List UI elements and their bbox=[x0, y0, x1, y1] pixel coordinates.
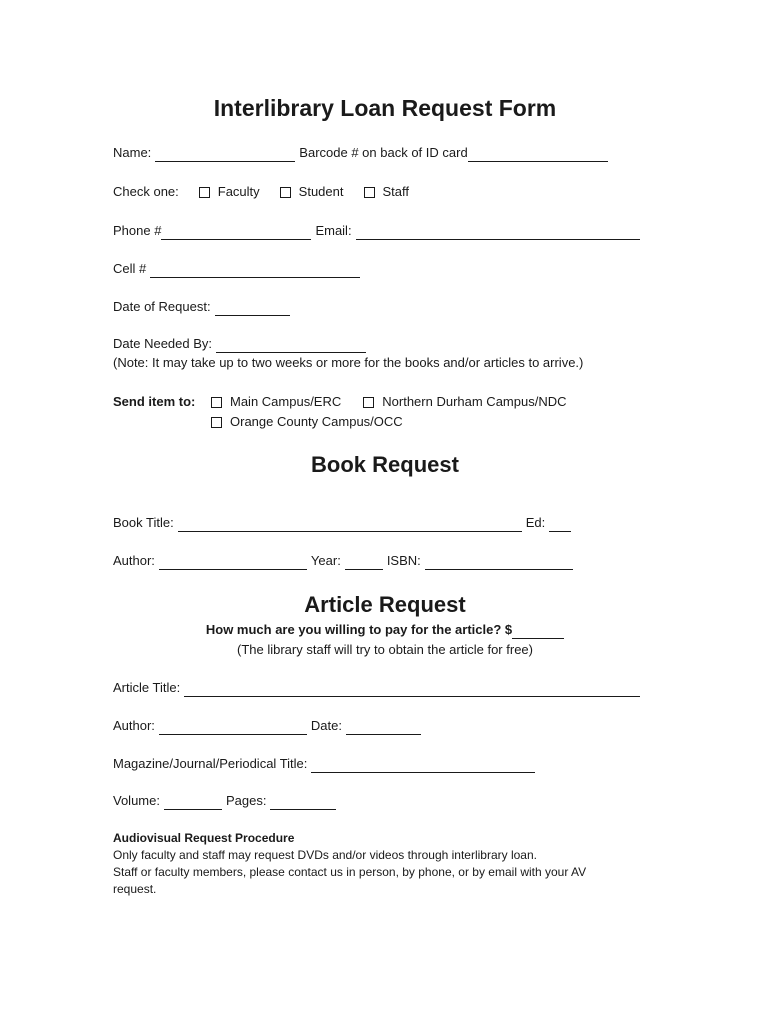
ed-label: Ed: bbox=[525, 515, 546, 530]
article-author-field[interactable] bbox=[159, 720, 307, 735]
cell-label: Cell # bbox=[113, 261, 147, 276]
date-needed-row bbox=[113, 335, 370, 353]
faculty-checkbox[interactable] bbox=[199, 187, 210, 198]
email-field[interactable] bbox=[356, 225, 640, 240]
volume-field[interactable] bbox=[164, 795, 222, 810]
article-title-row bbox=[113, 679, 644, 697]
note-row bbox=[113, 354, 583, 372]
book-title-label: Book Title: bbox=[113, 515, 174, 530]
cell-row bbox=[113, 260, 364, 278]
orange-county-checkbox[interactable] bbox=[211, 417, 222, 428]
pay-question: How much are you willing to pay for the article? $ bbox=[205, 622, 513, 637]
av-line-2: Staff or faculty members, please contact us in person, by phone, or by email with your AV bbox=[113, 865, 587, 879]
free-note-row bbox=[0, 641, 770, 659]
send-item-row-2 bbox=[211, 413, 423, 431]
name-row bbox=[113, 144, 612, 162]
periodical-label: Magazine/Journal/Periodical Title: bbox=[113, 756, 308, 771]
book-title-field[interactable] bbox=[178, 517, 522, 532]
article-author-label: Author: bbox=[113, 718, 155, 733]
year-field[interactable] bbox=[345, 555, 383, 570]
main-campus-label: Main Campus/ERC bbox=[230, 394, 342, 409]
year-label: Year: bbox=[310, 553, 341, 568]
name-label: Name: bbox=[113, 145, 152, 160]
book-request-heading: Book Request bbox=[311, 452, 459, 477]
av-line-3: request. bbox=[113, 882, 157, 896]
send-item-row bbox=[113, 393, 587, 411]
free-note: (The library staff will try to obtain the article for free) bbox=[237, 642, 533, 657]
northern-durham-option[interactable] bbox=[363, 393, 566, 411]
article-title-field[interactable] bbox=[184, 682, 640, 697]
book-author-label: Author: bbox=[113, 553, 155, 568]
phone-field[interactable] bbox=[161, 225, 311, 240]
article-date-label: Date: bbox=[310, 718, 342, 733]
phone-label: Phone # bbox=[113, 223, 162, 238]
book-title-row bbox=[113, 514, 575, 532]
name-field[interactable] bbox=[155, 147, 295, 162]
orange-county-label: Orange County Campus/OCC bbox=[230, 414, 403, 429]
date-needed-label: Date Needed By: bbox=[113, 336, 213, 351]
article-request-heading: Article Request bbox=[304, 592, 466, 617]
faculty-option[interactable] bbox=[199, 183, 260, 201]
arrival-note: (Note: It may take up to two weeks or more for the books and/or articles to arrive.) bbox=[113, 355, 584, 370]
av-procedure bbox=[113, 830, 673, 898]
orange-county-option[interactable] bbox=[211, 413, 403, 431]
northern-durham-checkbox[interactable] bbox=[363, 397, 374, 408]
student-checkbox[interactable] bbox=[280, 187, 291, 198]
phone-row bbox=[113, 222, 644, 240]
volume-row bbox=[113, 792, 340, 810]
pages-field[interactable] bbox=[270, 795, 336, 810]
pay-amount-field[interactable] bbox=[512, 624, 564, 639]
barcode-label: Barcode # on back of ID card bbox=[299, 145, 468, 160]
date-request-row bbox=[113, 298, 294, 316]
pay-question-row bbox=[0, 621, 770, 639]
faculty-label: Faculty bbox=[217, 184, 260, 199]
staff-checkbox[interactable] bbox=[364, 187, 375, 198]
article-author-row bbox=[113, 717, 425, 735]
book-author-field[interactable] bbox=[159, 555, 307, 570]
northern-durham-label: Northern Durham Campus/NDC bbox=[382, 394, 567, 409]
periodical-field[interactable] bbox=[311, 758, 535, 773]
av-line-1: Only faculty and staff may request DVDs and/or videos through interlibrary loan. bbox=[113, 848, 537, 862]
volume-label: Volume: bbox=[113, 793, 160, 808]
periodical-row bbox=[113, 755, 539, 773]
student-label: Student bbox=[298, 184, 344, 199]
article-date-field[interactable] bbox=[346, 720, 421, 735]
article-title-label: Article Title: bbox=[113, 680, 181, 695]
av-heading: Audiovisual Request Procedure bbox=[113, 831, 295, 845]
check-one-row bbox=[113, 183, 429, 201]
student-option[interactable] bbox=[280, 183, 344, 201]
form-title: Interlibrary Loan Request Form bbox=[213, 95, 557, 121]
date-needed-field[interactable] bbox=[216, 338, 366, 353]
barcode-field[interactable] bbox=[468, 147, 608, 162]
staff-option[interactable] bbox=[364, 183, 410, 201]
ed-field[interactable] bbox=[549, 517, 571, 532]
cell-field[interactable] bbox=[150, 263, 360, 278]
book-author-row bbox=[113, 552, 577, 570]
main-campus-option[interactable] bbox=[211, 393, 341, 411]
send-item-label: Send item to: bbox=[113, 394, 196, 409]
email-label: Email: bbox=[315, 223, 352, 238]
pages-label: Pages: bbox=[225, 793, 267, 808]
date-request-field[interactable] bbox=[215, 301, 290, 316]
check-one-label: Check one: bbox=[113, 184, 179, 199]
main-campus-checkbox[interactable] bbox=[211, 397, 222, 408]
isbn-label: ISBN: bbox=[386, 553, 421, 568]
staff-label: Staff bbox=[382, 184, 410, 199]
isbn-field[interactable] bbox=[425, 555, 573, 570]
date-request-label: Date of Request: bbox=[113, 299, 211, 314]
